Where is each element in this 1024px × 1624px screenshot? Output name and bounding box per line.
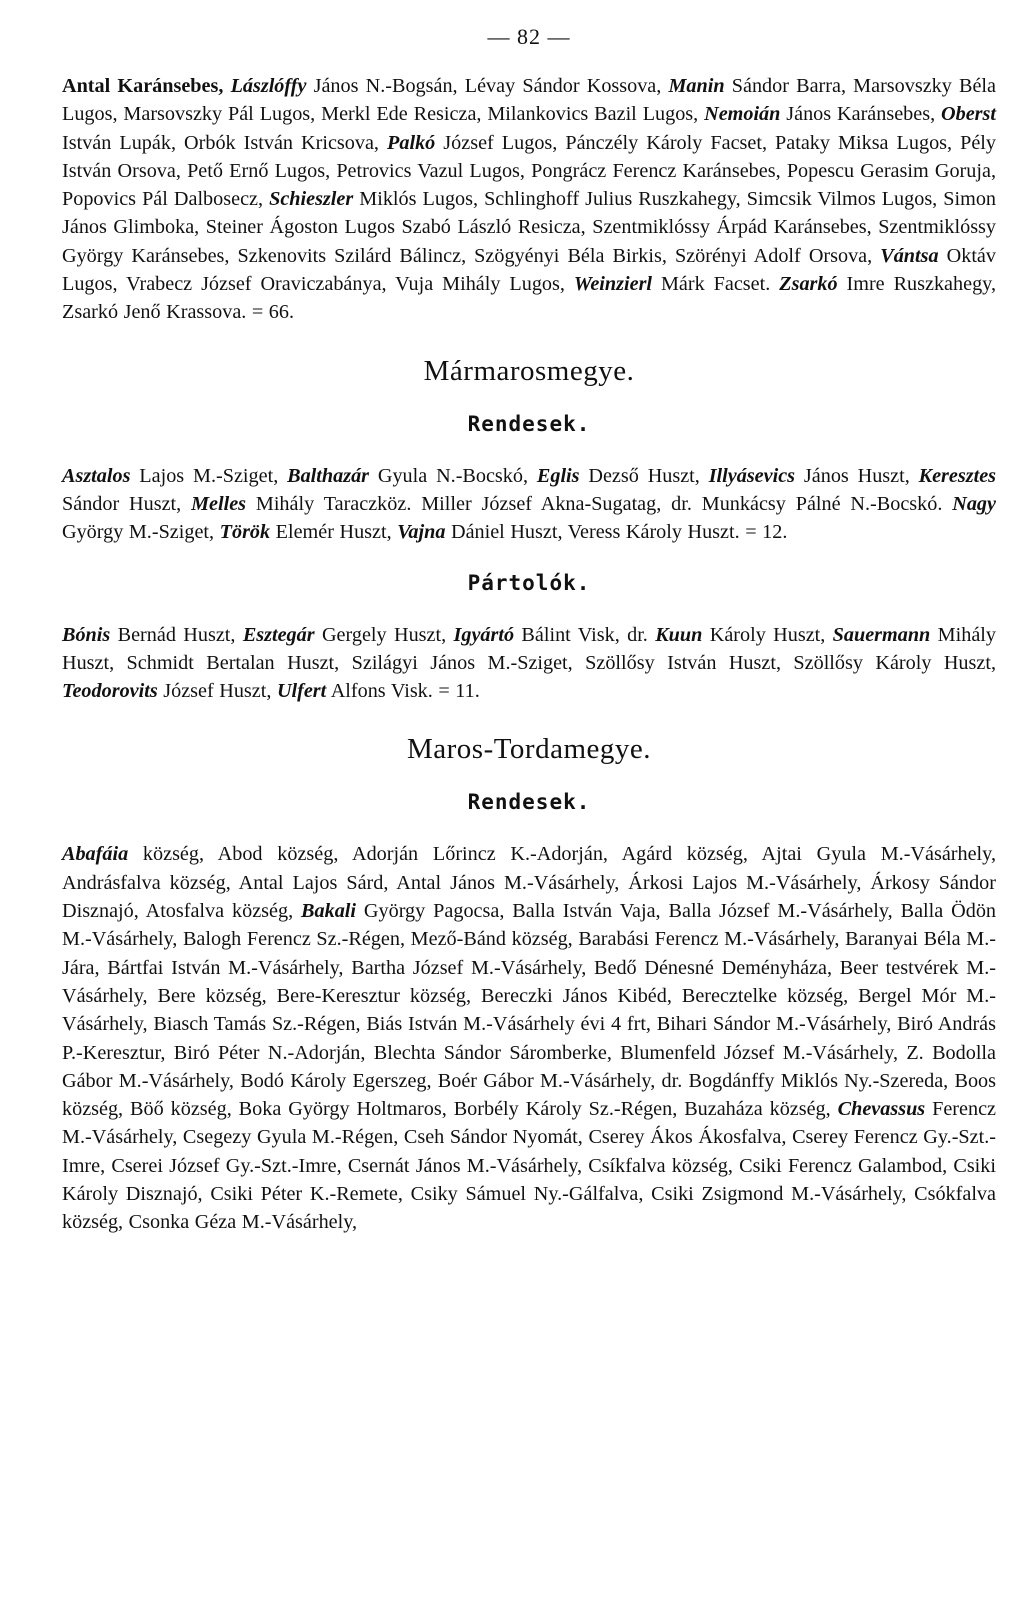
section-heading-rendesek: Rendesek. [467, 790, 591, 815]
county-heading-marmaros: Mármarosmegye. [423, 354, 635, 387]
section-heading-rendesek: Rendesek. [467, 411, 591, 436]
page-number: — 82 — [487, 24, 571, 49]
county-heading-maros-torda: Maros-Tordamegye. [406, 733, 652, 766]
section-heading-partolok: Pártolók. [467, 570, 591, 595]
paragraph-krasso-szoreny-list: Antal Karánsebes, Lászlóffy János N.-Bogsán, Lévay Sándor Kossova, Manin Sándor Barra, Marsovszky Béla Lugos, Marsovszky Pál Lugos, Merkl Ede Resicza, Milankovics Bazil Lugos, Nemoián János Karánsebes, Oberst István Lupák, Orbók István Kricsova, Palkó József Lugos, Pánczély Károly Facset, Pataky Miksa Lugos, Pély István Orsova, Pető Ernő Lugos, Petrovics Vazul Lugos, Pongrácz Ferencz Karánsebes, Popescu Gerasim Goruja, Popovics Pál Dalbosecz, Schieszler Miklós Lugos, Schlinghoff Julius Ruszkahegy, Simcsik Vilmos Lugos, Simon János Glimboka, Steiner Ágoston Lugos Szabó László Resicza, Szentmiklóssy Árpád Karánsebes, Szentmiklóssy György Karánsebes, Szkenovits Szilárd Bálincz, Szögyényi Béla Birkis, Szörényi Adolf Orsova, Vántsa Oktáv Lugos, Vrabecz József Oraviczabánya, Vuja Mihály Lugos, Weinzierl Márk Facset. Zsarkó Imre Ruszkahegy, Zsarkó Jenő Krassova. = 66. [62, 75, 997, 324]
paragraph-marmaros-rendesek: Asztalos Lajos M.-Sziget, Balthazár Gyula N.-Bocskó, Eglis Dezső Huszt, Illyásevics János Huszt, Keresztes Sándor Huszt, Melles Mihály Taraczköz. Miller József Akna-Sugatag, dr. Munkácsy Pálné N.-Bocskó. Nagy György M.-Sziget, Török Elemér Huszt, Vajna Dániel Huszt, Veress Károly Huszt. = 12. [62, 464, 997, 544]
paragraph-marmaros-partolok: Bónis Bernád Huszt, Esztegár Gergely Huszt, Igyártó Bálint Visk, dr. Kuun Károly Huszt, Sauermann Mihály Huszt, Schmidt Bertalan Huszt, Szilágyi János M.-Sziget, Szöllősy István Huszt, Szöllősy Károly Huszt, Teodorovits József Huszt, Ulfert Alfons Visk. = 11. [62, 623, 996, 703]
paragraph-maros-torda-rendesek: Abafáia község, Abod község, Adorján Lőrincz K.-Adorján, Agárd község, Ajtai Gyula M.-Vásárhely, Andrásfalva község, Antal Lajos Sárd, Antal János M.-Vásárhely, Árkosi Lajos M.-Vásárhely, Árkosy Sándor Disznajó, Atosfalva község, Bakali György Pagocsa, Balla István Vaja, Balla József M.-Vásárhely, Balla Ödön M.-Vásárhely, Balogh Ferencz Sz.-Régen, Mező-Bánd község, Barabási Ferencz M.-Vásárhely, Baranyai Béla M.-Jára, Bártfai István M.-Vásárhely, Bartha József M.-Vásárhely, Bedő Dénesné Deményháza, Beer testvérek M.-Vásárhely, Bere község, Bere-Keresztur község, Bereczki János Kibéd, Berecztelke község, Bergel Mór M.-Vásárhely, Biasch Tamás Sz.-Régen, Biás István M.-Vásárhely évi 4 frt, Bihari Sándor M.-Vásárhely, Biró András P.-Keresztur, Biró Péter N.-Adorján, Blechta Sándor Sáromberke, Blumenfeld József M.-Vásárhely, Z. Bodolla Gábor M.-Vásárhely, Bodó Károly Egerszeg, Boér Gábor M.-Vásárhely, dr. Bogdánffy Miklós Ny.-Szereda, Boos község, Böő község, Boka György Holtmaros, Borbély Károly Sz.-Régen, Buzaháza község, Chevassus Ferencz M.-Vásárhely, Csegezy Gyula M.-Régen, Cseh Sándor Nyomát, Cserey Ákos Ákosfalva, Cserey Ferencz Gy.-Szt.-Imre, Cserei József Gy.-Szt.-Imre, Csernát János M.-Vásárhely, Csíkfalva község, Csiki Ferencz Galambod, Csiki Károly Disznajó, Csiki Péter K.-Remete, Csiky Sámuel Ny.-Gálfalva, Csiki Zsigmond M.-Vásárhely, Csókfalva község, Csonka Géza M.-Vásárhely, [62, 843, 997, 1234]
